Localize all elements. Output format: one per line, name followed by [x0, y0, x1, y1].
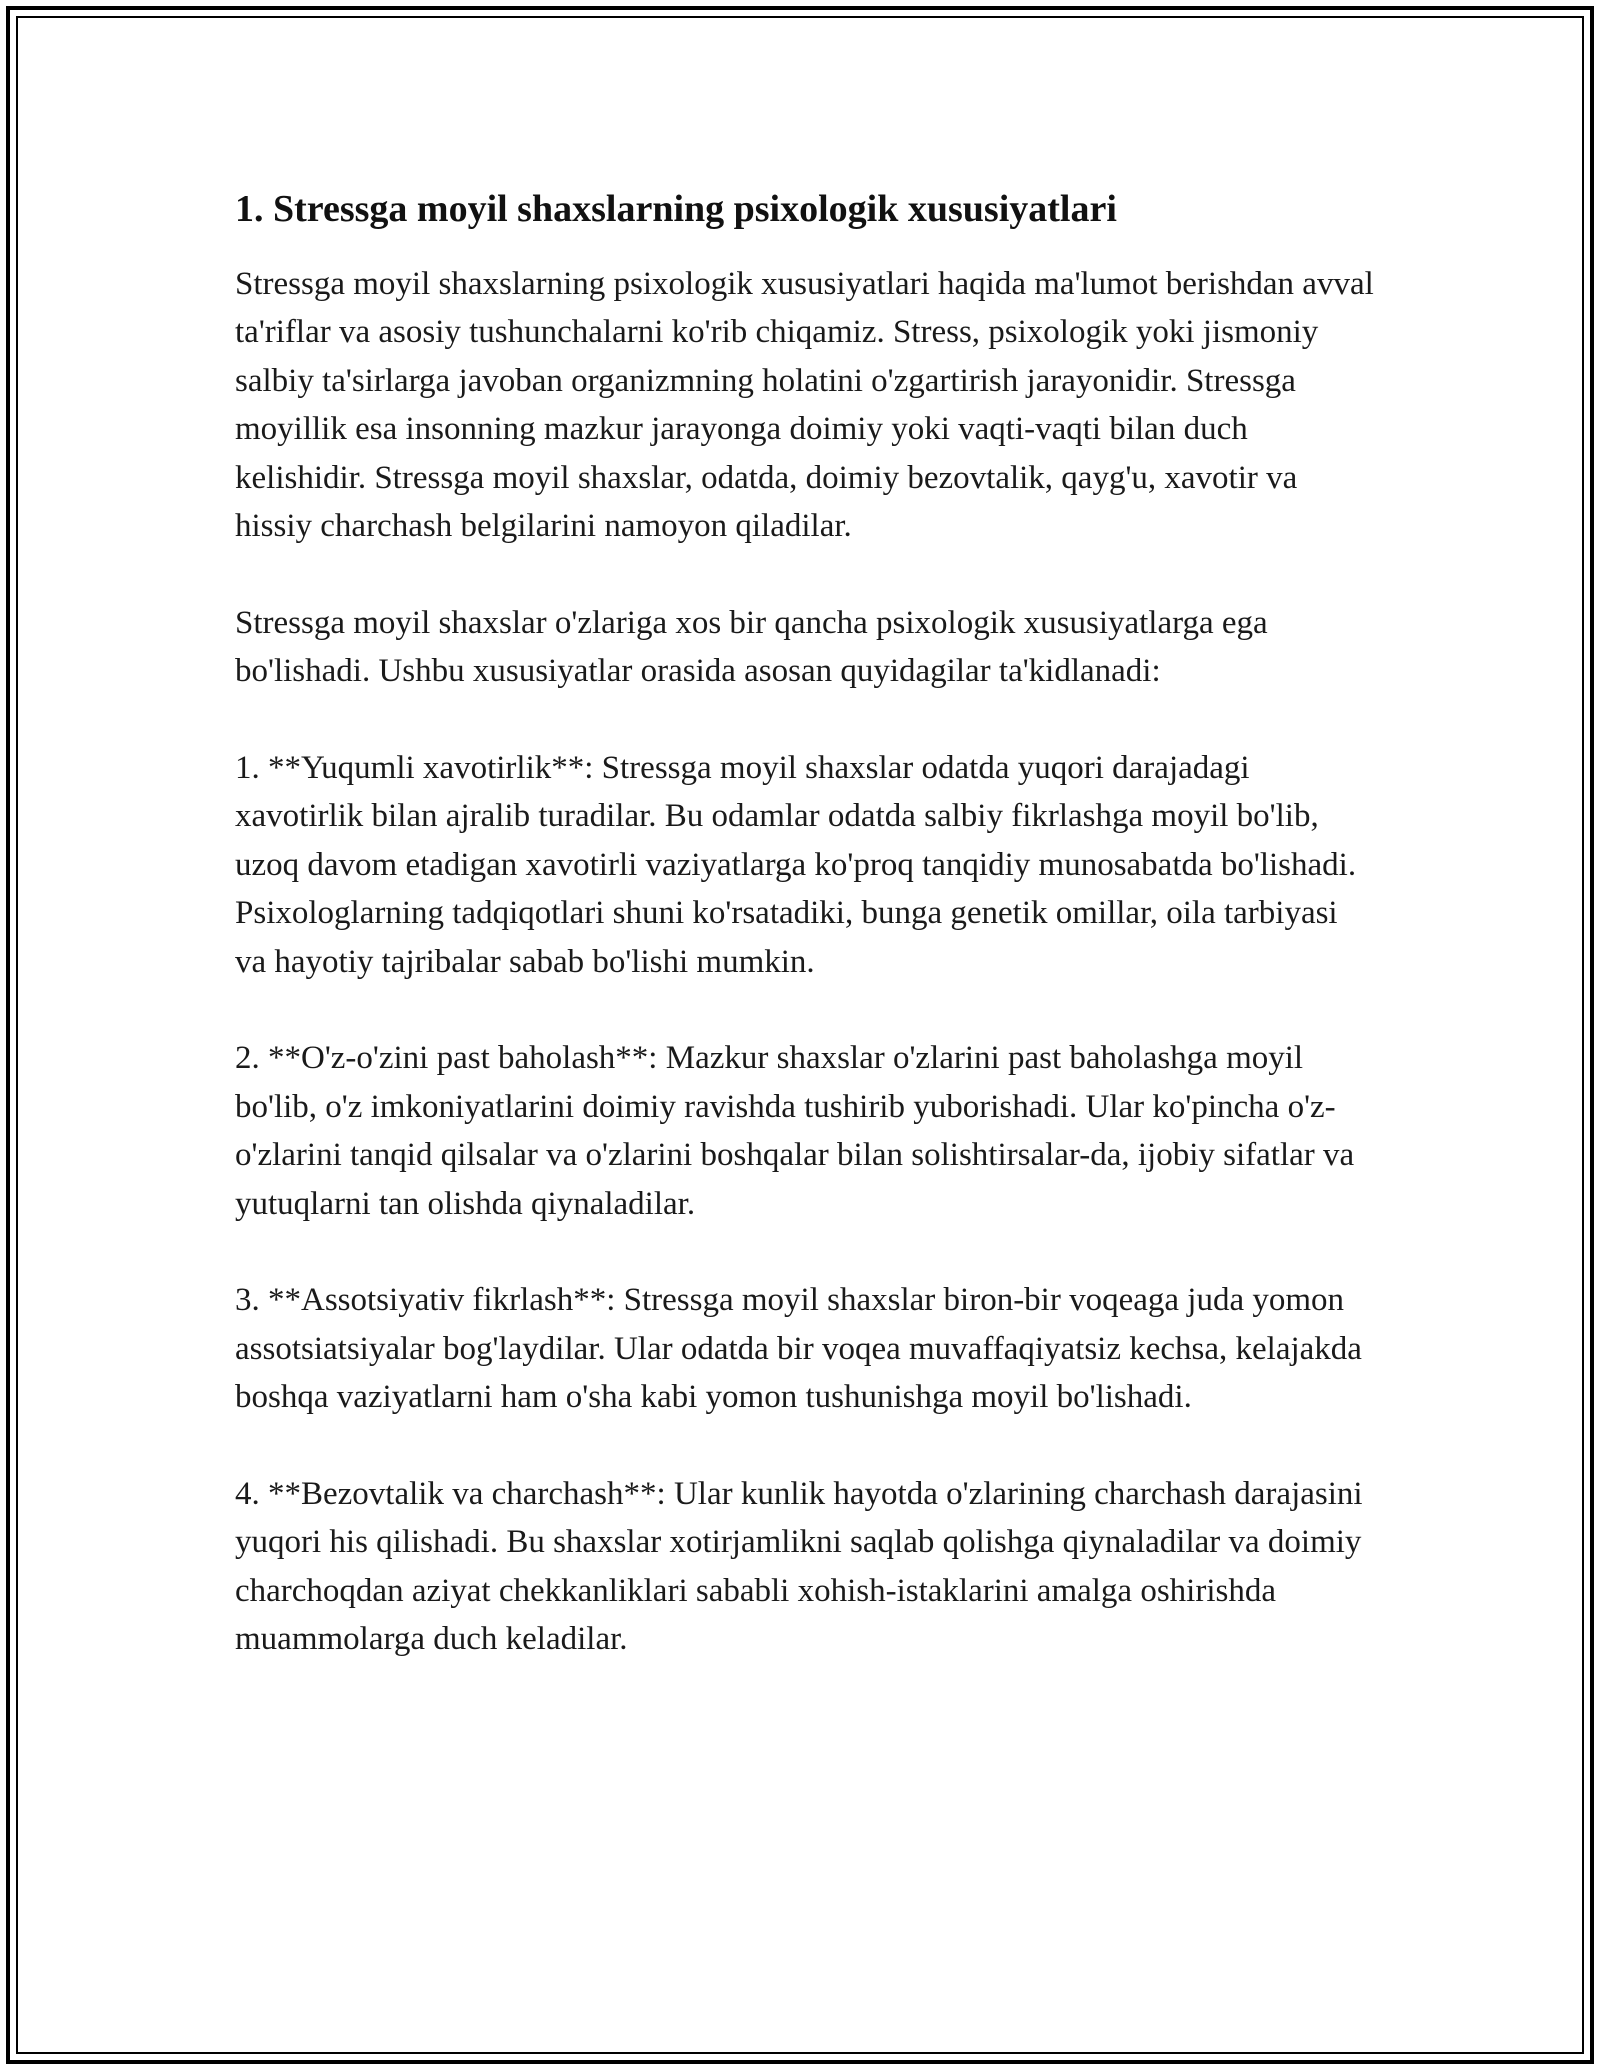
paragraph-intro: Stressga moyil shaxslarning psixologik xususiyatlari haqida ma'lumot berishdan avval ta'riflar va asosiy tushunchalarni ko'rib chiqamiz. Stress, psixologik yoki jismoniy salbiy ta'sirlarga javoban organizmning holatini o'zgartirish jarayonidir. Stressga moyillik esa insonning mazkur jarayonga doimiy yoki vaqti-vaqti bilan duch kelishidir. Stressga moyil shaxslar, odatda, doimiy bezovtalik, qayg'u, xavotir va hissiy charchash belgilarini namoyon qiladilar. [235, 265, 1374, 544]
list-item-restlessness-fatigue: 4. **Bezovtalik va charchash**: Ular kunlik hayotda o'zlarining charchash darajasini yuqori his qilishadi. Bu shaxslar xotirjamlikni saqlab qolishga qiynaladilar va doimiy charchoqdan aziyat chekkanliklari sababli xohish-istaklarini amalga oshirishda muammolarga duch keladilar. [235, 1475, 1363, 1657]
section-heading: 1. Stressga moyil shaxslarning psixologik xususiyatlari [235, 188, 1117, 230]
list-item-associative-thinking: 3. **Assotsiyativ fikrlash**: Stressga moyil shaxslar biron-bir voqeaga juda yomon assotsiatsiyalar bog'laydilar. Ular odatda bir voqea muvaffaqiyatsiz kechsa, kelajakda boshqa vaziyatlarni ham o'sha kabi yomon tushunishga moyil bo'lishadi. [235, 1282, 1362, 1415]
paragraph-overview: Stressga moyil shaxslar o'zlariga xos bir qancha psixologik xususiyatlarga ega bo'lishadi. Ushbu xususiyatlar orasida asosan quyidagilar ta'kidlanadi: [235, 604, 1268, 689]
list-item-low-self-esteem: 2. **O'z-o'zini past baholash**: Mazkur shaxslar o'zlarini past baholashga moyil bo'lib, o'z imkoniyatlarini doimiy ravishda tushirib yuborishadi. Ular ko'pincha o'z-o'zlarini tanqid qilsalar va o'zlarini boshqalar bilan solishtirsalar-da, ijobiy sifatlar va yutuqlarni tan olishda qiynaladilar. [235, 1040, 1355, 1222]
document-body [235, 186, 1375, 1664]
list-item-anxiety: 1. **Yuqumli xavotirlik**: Stressga moyil shaxslar odatda yuqori darajadagi xavotirlik bilan ajralib turadilar. Bu odamlar odatda salbiy fikrlashga moyil bo'lib, uzoq davom etadigan xavotirli vaziyatlarga ko'proq tanqidiy munosabatda bo'lishadi. Psixologlarning tadqiqotlari shuni ko'rsatadiki, bunga genetik omillar, oila tarbiyasi va hayotiy tajribalar sabab bo'lishi mumkin. [235, 749, 1357, 980]
